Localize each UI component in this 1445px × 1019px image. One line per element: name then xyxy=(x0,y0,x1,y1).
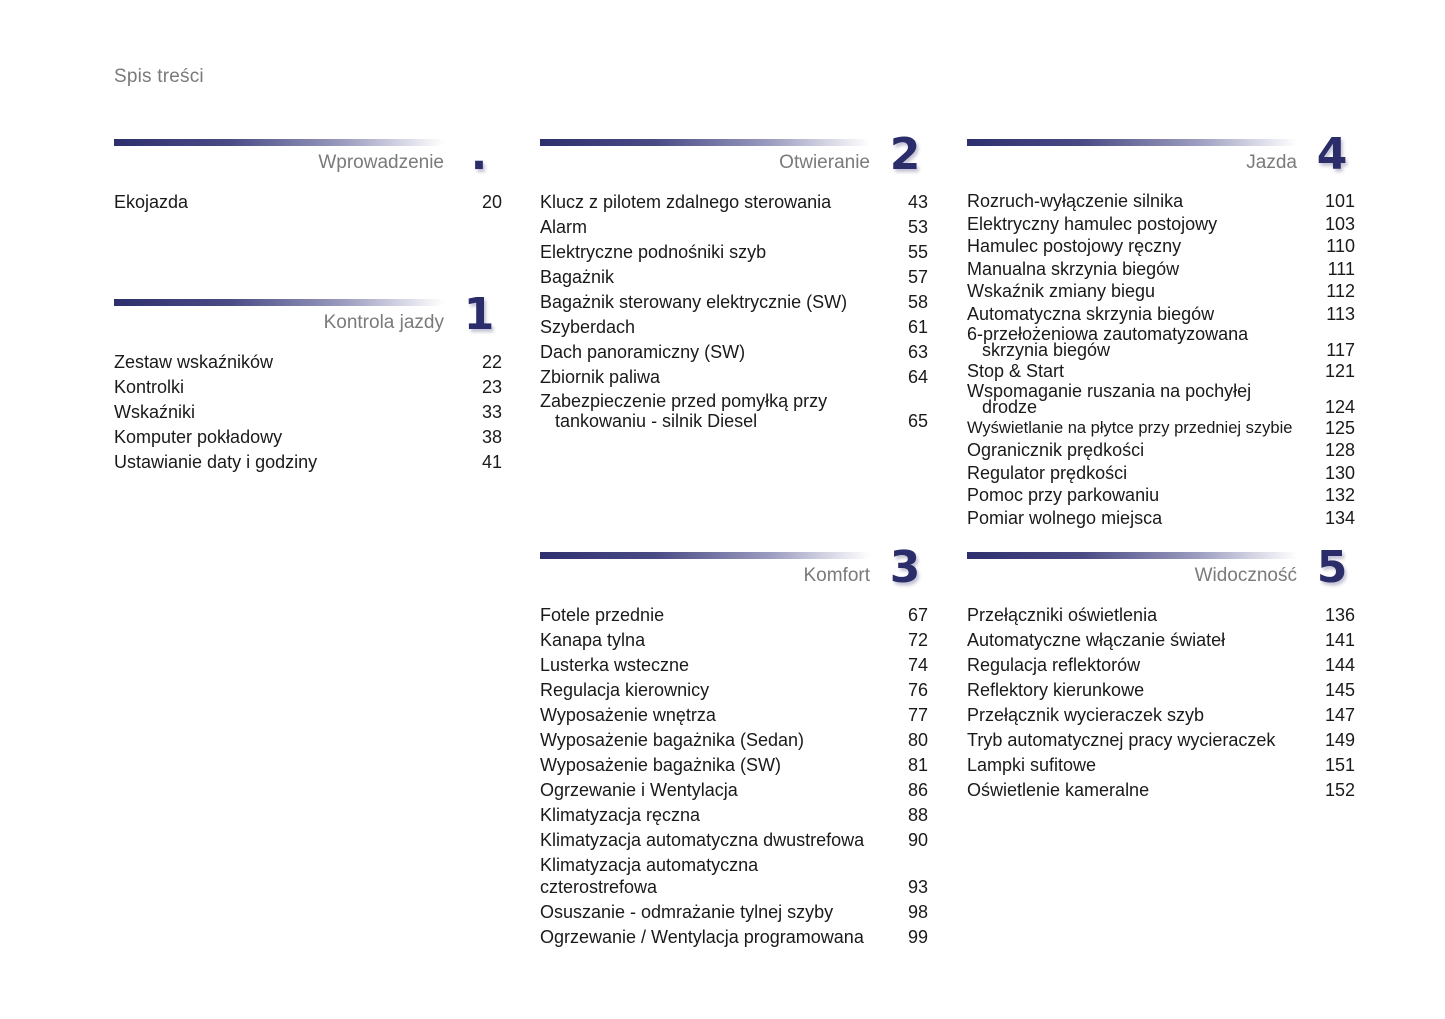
toc-entry[interactable] xyxy=(114,191,502,213)
toc-entry-page: 33 xyxy=(481,402,502,422)
toc-entry[interactable] xyxy=(540,779,928,801)
toc-entry[interactable] xyxy=(967,604,1355,626)
section-number: 3 xyxy=(889,542,921,593)
toc-entry-page: 117 xyxy=(1326,340,1355,360)
toc-entry-page: 136 xyxy=(1324,605,1355,625)
toc-entry-page: 38 xyxy=(481,427,502,447)
toc-entry-label: Alarm xyxy=(540,217,588,237)
toc-entry-page: 72 xyxy=(907,630,928,650)
entry-list xyxy=(967,604,1355,804)
toc-entry-label: Komputer pokładowy xyxy=(114,427,283,447)
entry-list xyxy=(114,191,502,216)
section-title: Otwieranie xyxy=(779,152,870,173)
toc-entry-page: 113 xyxy=(1326,303,1355,324)
toc-entry-page: 43 xyxy=(907,192,928,212)
toc-entry-page: 130 xyxy=(1324,462,1355,483)
toc-entry-page: 149 xyxy=(1324,730,1355,750)
toc-entry[interactable] xyxy=(967,383,1355,415)
section-bar xyxy=(114,139,444,146)
toc-entry[interactable] xyxy=(967,463,1355,483)
toc-entry-page: 144 xyxy=(1324,655,1355,675)
toc-entry[interactable] xyxy=(540,654,928,676)
toc-entry-page: 63 xyxy=(907,342,928,362)
toc-entry-label: Ogrzewanie / Wentylacja programowana xyxy=(540,927,864,947)
toc-entry[interactable] xyxy=(540,754,928,776)
toc-entry[interactable] xyxy=(540,316,928,338)
toc-entry[interactable] xyxy=(540,341,928,363)
section-bar xyxy=(114,299,444,306)
toc-entry-label: Kontrolki xyxy=(114,377,185,397)
toc-entry-label: Hamulec postojowy ręczny xyxy=(967,236,1182,256)
toc-entry-label: Zbiornik paliwa xyxy=(540,367,661,387)
section-kontrola-jazdy xyxy=(114,289,504,499)
toc-entry[interactable] xyxy=(540,191,928,213)
section-bar xyxy=(540,139,870,146)
toc-entry[interactable] xyxy=(540,604,928,626)
toc-entry[interactable] xyxy=(967,654,1355,676)
toc-entry-page: 99 xyxy=(907,927,928,947)
toc-entry[interactable] xyxy=(114,451,502,473)
toc-entry[interactable] xyxy=(967,214,1355,234)
toc-entry-label: Regulacja reflektorów xyxy=(967,655,1141,675)
section-title: Kontrola jazdy xyxy=(323,312,444,333)
toc-entry-page: 53 xyxy=(907,217,928,237)
toc-entry[interactable] xyxy=(967,679,1355,701)
toc-entry-label: Zabezpieczenie przed pomyłką przy xyxy=(540,391,828,411)
toc-entry-label: Regulator prędkości xyxy=(967,462,1128,483)
toc-entry-label: Ustawianie daty i godziny xyxy=(114,452,318,472)
toc-entry-page: 90 xyxy=(907,830,928,850)
toc-entry-page: 98 xyxy=(907,902,928,922)
toc-entry[interactable] xyxy=(967,629,1355,651)
toc-entry[interactable] xyxy=(540,366,928,388)
toc-entry[interactable] xyxy=(967,754,1355,776)
toc-entry[interactable] xyxy=(967,326,1355,358)
toc-entry-label: Ogranicznik prędkości xyxy=(967,440,1145,460)
toc-entry-page: 20 xyxy=(481,192,502,212)
toc-entry-label: Klimatyzacja automatyczna czterostrefowa xyxy=(540,855,759,897)
toc-entry[interactable] xyxy=(967,259,1355,279)
toc-entry-label: Klimatyzacja ręczna xyxy=(540,805,701,825)
toc-entry-label: Wyposażenie wnętrza xyxy=(540,705,716,725)
toc-entry-page: 152 xyxy=(1324,780,1355,800)
toc-entry-page: 76 xyxy=(907,680,928,700)
toc-entry[interactable] xyxy=(540,679,928,701)
toc-entry-page: 64 xyxy=(907,367,928,387)
section-number: 1 xyxy=(463,289,495,340)
toc-entry-label: Elektryczne podnośniki szyb xyxy=(540,242,767,262)
toc-entry[interactable] xyxy=(540,391,928,431)
toc-entry[interactable] xyxy=(967,485,1355,505)
toc-entry-page: 55 xyxy=(907,242,928,262)
toc-entry-label: Wskaźniki xyxy=(114,402,196,422)
toc-entry[interactable] xyxy=(967,281,1355,301)
section-bar xyxy=(967,139,1297,146)
toc-entry-page: 58 xyxy=(907,292,928,312)
toc-entry-label: Zestaw wskaźników xyxy=(114,352,274,372)
toc-entry-page: 110 xyxy=(1326,236,1355,256)
toc-entry[interactable] xyxy=(540,704,928,726)
section-number: . xyxy=(470,129,488,180)
toc-entry-label: Przełącznik wycieraczek szyb xyxy=(967,705,1205,725)
toc-entry[interactable] xyxy=(967,508,1355,528)
toc-entry-label: Oświetlenie kameralne xyxy=(967,780,1150,800)
toc-entry[interactable] xyxy=(967,361,1355,381)
section-number: 5 xyxy=(1316,542,1348,593)
section-otwieranie xyxy=(540,129,930,459)
section-title: Komfort xyxy=(803,565,870,586)
toc-entry-label: Manualna skrzynia biegów xyxy=(967,258,1180,279)
toc-entry-page: 121 xyxy=(1324,360,1355,381)
toc-entry-label: Rozruch-wyłączenie silnika xyxy=(967,191,1184,211)
toc-entry-page: 101 xyxy=(1324,191,1355,211)
section-komfort xyxy=(540,542,930,947)
toc-entry-page: 88 xyxy=(907,805,928,825)
toc-entry[interactable] xyxy=(967,191,1355,211)
toc-entry[interactable] xyxy=(114,401,502,423)
section-title: Jazda xyxy=(1246,152,1297,173)
toc-entry[interactable] xyxy=(540,216,928,238)
toc-entry[interactable] xyxy=(540,901,928,923)
toc-entry-page: 93 xyxy=(907,877,928,897)
toc-entry-label: Automatyczne włączanie świateł xyxy=(967,630,1226,650)
toc-entry-page: 61 xyxy=(907,317,928,337)
toc-entry-page: 147 xyxy=(1324,705,1355,725)
entry-list xyxy=(967,191,1355,530)
toc-entry[interactable] xyxy=(540,926,928,948)
toc-entry-label: Elektryczny hamulec postojowy xyxy=(967,213,1218,234)
toc-entry-label-continued: tankowaniu - silnik Diesel xyxy=(555,411,758,431)
toc-entry-label: Lusterka wsteczne xyxy=(540,655,690,675)
section-number: 4 xyxy=(1316,129,1348,180)
toc-entry-label: Tryb automatycznej pracy wycieraczek xyxy=(967,730,1276,750)
toc-entry-label: Przełączniki oświetlenia xyxy=(967,605,1158,625)
toc-entry-page: 125 xyxy=(1324,417,1355,438)
toc-entry[interactable] xyxy=(540,729,928,751)
page-title: Spis treści xyxy=(114,66,204,87)
toc-entry[interactable] xyxy=(114,351,502,373)
section-jazda xyxy=(967,129,1357,549)
toc-entry-page: 67 xyxy=(907,605,928,625)
toc-entry-page: 81 xyxy=(907,755,928,775)
toc-entry-page: 77 xyxy=(907,705,928,725)
toc-entry-label: Wspomaganie ruszania na pochyłej xyxy=(967,381,1252,401)
toc-entry[interactable] xyxy=(540,854,928,898)
toc-entry-label: Wskaźnik zmiany biegu xyxy=(967,281,1156,301)
toc-entry-page: 22 xyxy=(481,352,502,372)
toc-entry[interactable] xyxy=(114,426,502,448)
toc-entry-label: Regulacja kierownicy xyxy=(540,680,710,700)
entry-list xyxy=(540,191,928,434)
toc-entry-page: 134 xyxy=(1324,507,1355,528)
toc-entry-label: Bagażnik sterowany elektrycznie (SW) xyxy=(540,292,848,312)
toc-entry-page: 128 xyxy=(1324,440,1355,460)
toc-entry-page: 111 xyxy=(1327,258,1355,279)
toc-entry[interactable] xyxy=(540,291,928,313)
section-title: Wprowadzenie xyxy=(318,152,444,173)
toc-entry-page: 74 xyxy=(907,655,928,675)
toc-entry-label: Klimatyzacja automatyczna dwustrefowa xyxy=(540,830,865,850)
toc-entry-label: Dach panoramiczny (SW) xyxy=(540,342,746,362)
toc-entry-label: Ogrzewanie i Wentylacja xyxy=(540,780,738,800)
toc-entry-page: 145 xyxy=(1324,680,1355,700)
toc-entry-label: 6-przełożeniowa zautomatyzowana xyxy=(967,324,1249,344)
section-number: 2 xyxy=(889,129,921,180)
toc-entry-label: Wyposażenie bagażnika (Sedan) xyxy=(540,730,804,750)
toc-entry-label: Fotele przednie xyxy=(540,605,665,625)
toc-entry-label: Klucz z pilotem zdalnego sterowania xyxy=(540,192,832,212)
toc-entry-label: Pomiar wolnego miejsca xyxy=(967,507,1163,528)
toc-entry[interactable] xyxy=(540,829,928,851)
section-bar xyxy=(540,552,870,559)
section-widocznosc xyxy=(967,542,1357,812)
toc-entry[interactable] xyxy=(967,704,1355,726)
section-bar xyxy=(967,552,1297,559)
toc-entry-label: Stop & Start xyxy=(967,360,1065,381)
toc-entry-label: Wyposażenie bagażnika (SW) xyxy=(540,755,781,775)
toc-entry-label: Szyberdach xyxy=(540,317,636,337)
toc-entry-page: 65 xyxy=(907,411,928,431)
toc-entry-label: Lampki sufitowe xyxy=(967,755,1097,775)
toc-entry-page: 112 xyxy=(1326,281,1355,301)
toc-entry-page: 103 xyxy=(1324,213,1355,234)
toc-entry-page: 132 xyxy=(1324,485,1355,505)
toc-entry[interactable] xyxy=(114,376,502,398)
toc-entry[interactable] xyxy=(967,304,1355,324)
toc-entry-page: 57 xyxy=(907,267,928,287)
toc-entry[interactable] xyxy=(540,241,928,263)
toc-entry-label: Reflektory kierunkowe xyxy=(967,680,1145,700)
section-intro xyxy=(114,129,504,219)
toc-entry-label: Wyświetlanie na płytce przy przedniej szybie xyxy=(967,418,1293,437)
section-title: Widoczność xyxy=(1194,565,1297,586)
toc-entry-label: Kanapa tylna xyxy=(540,630,646,650)
toc-entry-label: Ekojazda xyxy=(114,192,189,212)
toc-entry[interactable] xyxy=(540,804,928,826)
toc-entry-label-continued: skrzynia biegów xyxy=(982,340,1111,360)
toc-entry-page: 80 xyxy=(907,730,928,750)
toc-entry[interactable] xyxy=(967,236,1355,256)
toc-entry[interactable] xyxy=(540,629,928,651)
toc-entry-page: 141 xyxy=(1324,630,1355,650)
entry-list xyxy=(114,351,502,476)
toc-entry-page: 23 xyxy=(481,377,502,397)
toc-entry[interactable] xyxy=(967,729,1355,751)
toc-entry[interactable] xyxy=(967,779,1355,801)
toc-entry-page: 86 xyxy=(907,780,928,800)
toc-entry-page: 41 xyxy=(481,452,502,472)
toc-entry-page: 124 xyxy=(1324,397,1355,417)
toc-entry-label: Osuszanie - odmrażanie tylnej szyby xyxy=(540,902,834,922)
toc-entry-label: Pomoc przy parkowaniu xyxy=(967,485,1160,505)
toc-entry[interactable] xyxy=(967,440,1355,460)
toc-entry-label: Automatyczna skrzynia biegów xyxy=(967,303,1215,324)
toc-entry-page: 151 xyxy=(1324,755,1355,775)
toc-entry-label: Bagażnik xyxy=(540,267,615,287)
toc-entry[interactable] xyxy=(967,418,1355,438)
toc-entry-label-continued: drodze xyxy=(982,397,1038,417)
entry-list xyxy=(540,604,928,951)
toc-entry[interactable] xyxy=(540,266,928,288)
